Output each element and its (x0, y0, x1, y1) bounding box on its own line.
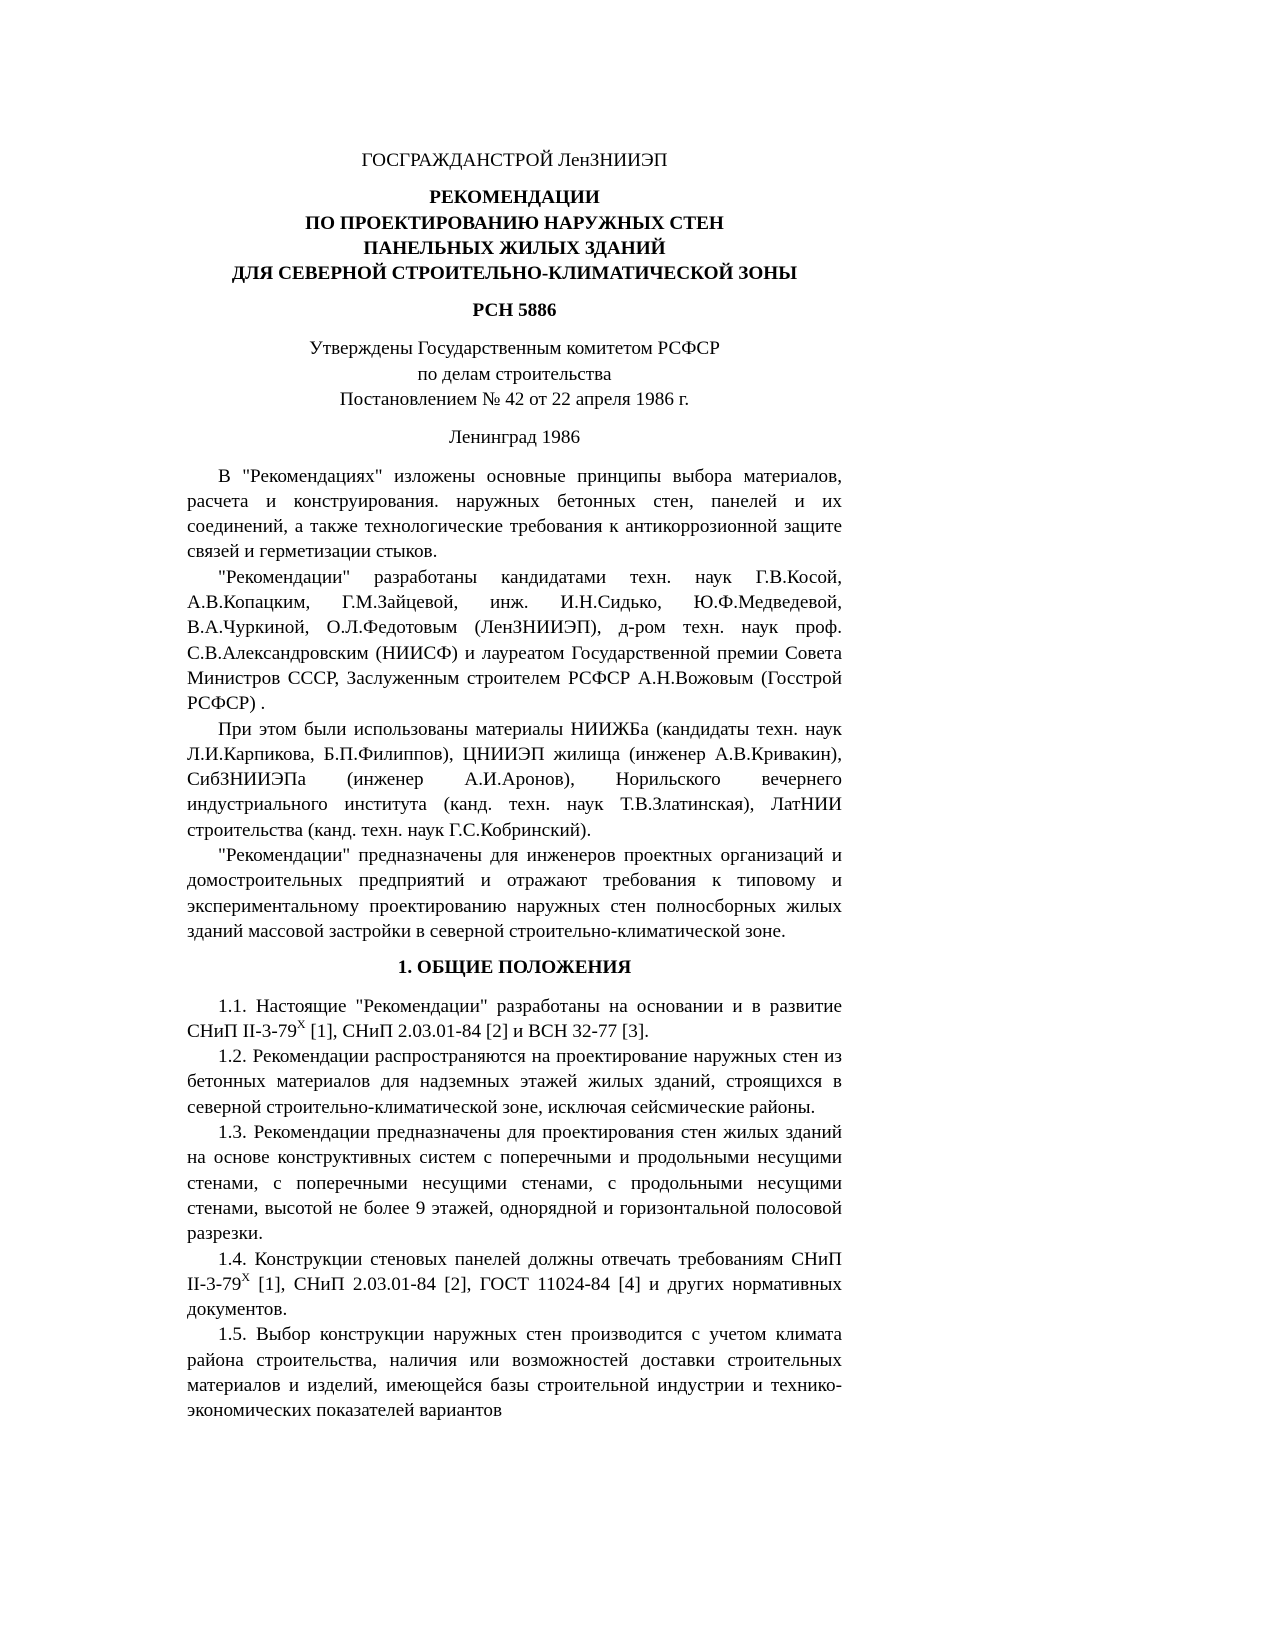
clause-1-4 (187, 1247, 842, 1323)
clause-1-1 (187, 994, 842, 1045)
section-heading: 1. ОБЩИЕ ПОЛОЖЕНИЯ (397, 957, 632, 979)
intro-paragraph-3: При этом были использованы материалы НИИЖБа (кандидаты техн. наук Л.И.Карпикова, Б.П.Филиппов), ЦНИИЭП жилища (инженер А.В.Кривакин), СибЗНИИЭПа (инженер А.И.Аронов), Норильского вечернего индустриального института (канд. техн. наук Т.В.Златинская), ЛатНИИ строительства (канд. техн. наук Г.С.Кобринский). (187, 718, 842, 841)
intro-paragraph-1: В "Рекомендациях" изложены основные принципы выбора материалов, расчета и конструирования. наружных бетонных стен, панелей и их соединений, а также технологические требования к антикоррозионной защите связей и герметизации стыков. (187, 465, 842, 563)
title-line-2: ПО ПРОЕКТИРОВАНИЮ НАРУЖНЫХ СТЕН (305, 212, 724, 234)
intro-paragraph-2: "Рекомендации" разработаны кандидатами техн. наук Г.В.Косой, А.В.Копацким, Г.М.Зайцевой, инж. И.Н.Сидько, Ю.Ф.Медведевой, В.А.Чуркиной, О.Л.Федотовым (ЛенЗНИИЭП), д-ром техн. наук проф. С.В.Александровским (НИИСФ) и лауреатом Государственной премии Совета Министров СССР, Заслуженным строителем РСФСР А.Н.Вожовым (Госстрой РСФСР) . (187, 566, 842, 715)
intro-paragraph-4: "Рекомендации" предназначены для инженеров проектных организаций и домостроительных предприятий и отражают требования к типовому и экспериментальному проектированию наружных стен полносборных жилых зданий массовой застройки в северной строительно-климатической зоне. (187, 845, 842, 942)
clause-1-4-tail: [1], СНиП 2.03.01-84 [2], ГОСТ 11024-84 [4] и других нормативных документов. (187, 1273, 842, 1321)
title-line-1: РЕКОМЕНДАЦИИ (429, 187, 600, 209)
organization-name: ГОСГРАЖДАНСТРОЙ ЛенЗНИИЭП (361, 150, 668, 171)
clause-1-4-text: 1.4. Конструкции стеновых панелей должны отвечать требованиям СНиП II-3-79 (187, 1248, 842, 1295)
text-column (187, 148, 842, 1424)
clause-1-5: 1.5. Выбор конструкции наружных стен производится с учетом климата района строительства, наличия или возможностей доставки строительных материалов и изделий, имеющейся базы строительной индустрии и технико-экономических показателей вариантов (187, 1324, 842, 1422)
clause-1-4-superscript: Х (241, 1270, 251, 1285)
approval-statement (187, 336, 842, 412)
document-code: РСН 5886 (472, 300, 557, 322)
title-line-3: ПАНЕЛЬНЫХ ЖИЛЫХ ЗДАНИЙ (363, 237, 666, 259)
approval-line-2: по делам строительства (417, 363, 612, 385)
city-year: Ленинград 1986 (448, 427, 581, 449)
title-line-4: ДЛЯ СЕВЕРНОЙ СТРОИТЕЛЬНО-КЛИМАТИЧЕСКОЙ ЗОНЫ (231, 262, 798, 284)
document-title (187, 185, 842, 286)
clause-1-1-tail: [1], СНиП 2.03.01-84 [2] и ВСН 32-77 [3]. (305, 1020, 650, 1042)
clause-1-1-superscript: Х (296, 1017, 306, 1032)
approval-line-1: Утверждены Государственным комитетом РСФСР (309, 338, 720, 360)
clause-1-1-text: 1.1. Настоящие "Рекомендации" разработаны на основании и в развитие СНиП II-3-79 (187, 995, 842, 1042)
approval-line-3: Постановлением № 42 от 22 апреля 1986 г. (339, 389, 690, 410)
clause-1-3: 1.3. Рекомендации предназначены для проектирования стен жилых зданий на основе конструктивных систем с поперечными и продольными несущими стенами, с поперечными несущими стенами, с продольными несущими стенами, высотой не более 9 этажей, однорядной и горизонтальной полосовой разрезки. (187, 1122, 842, 1245)
clause-1-2: 1.2. Рекомендации распространяются на проектирование наружных стен из бетонных материалов для надземных этажей жилых зданий, строящихся в северной строительно-климатической зоне, исключая сейсмические районы. (187, 1046, 842, 1118)
